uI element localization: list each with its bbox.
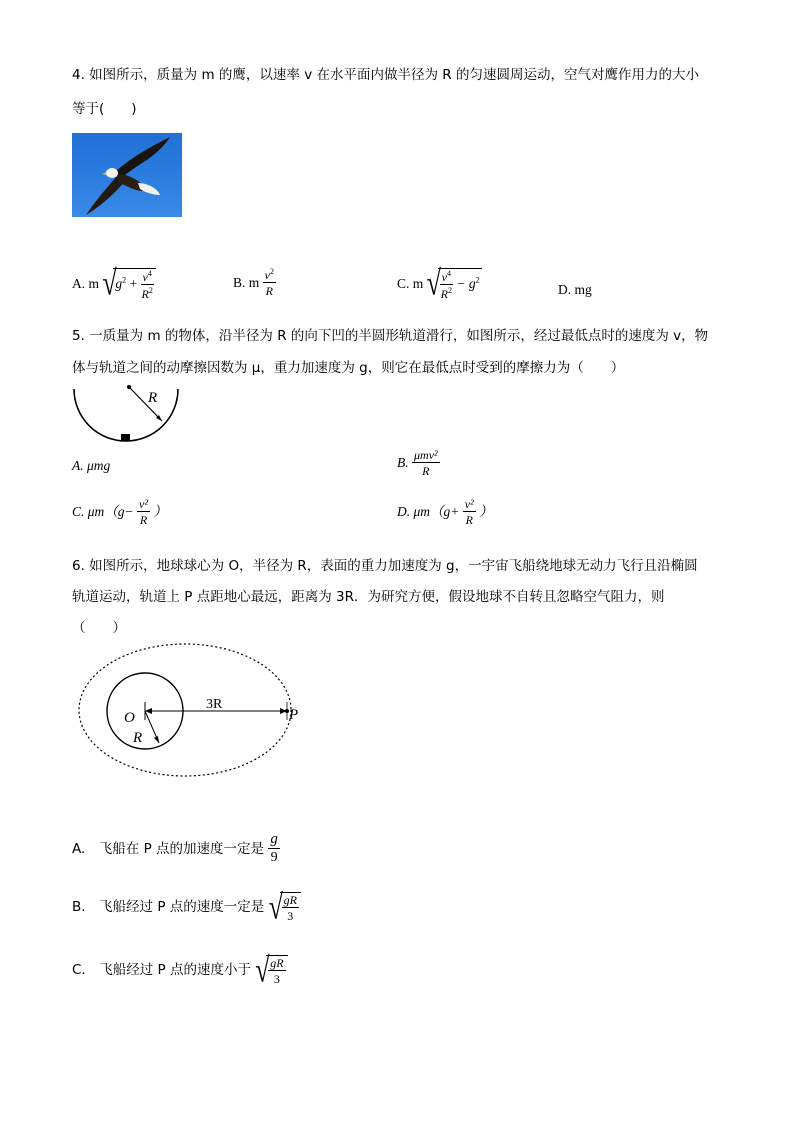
q6-option-b-sqrt: √ $\frac{gR}{3}$ — [269, 892, 301, 922]
q4-option-b: B. m $\frac{v^2}{R}$ — [233, 267, 274, 298]
q4-option-b-den: R — [265, 284, 273, 298]
q5-text-line2: 体与轨道之间的动摩擦因数为 μ，重力加速度为 g，则它在最低点时受到的摩擦力为（ ） — [72, 360, 625, 376]
q4-option-c-sqrt: √ $\frac{v^4}{R^2}$ − $g^2$ — [426, 263, 480, 303]
q4-text-line2: 等于( ) — [72, 101, 137, 117]
q5-option-b-label: B. — [397, 455, 409, 470]
q4-option-a-sqrt: √ $g^2$ + $\frac{v^4}{R^2}$ — [102, 268, 155, 300]
q4-option-d: D. mg — [558, 282, 592, 297]
eagle-photo — [72, 133, 182, 217]
q4-option-a-num: v — [142, 270, 148, 284]
q6-option-b-den: 3 — [287, 909, 294, 923]
q4-option-a-g: g — [115, 276, 123, 292]
q4-option-a-den: R — [141, 287, 149, 301]
q6-option-b — [72, 887, 301, 936]
q5-option-c-den: R — [139, 513, 148, 527]
q5-option-b-num: μmv² — [414, 448, 438, 462]
q6-option-c-text: C. 飞船经过 P 点的速度小于 — [72, 962, 251, 978]
q6-option-c-sqrt: √ $\frac{gR}{3}$ — [255, 955, 287, 985]
q6-option-a-text: A. 飞船在 P 点的加速度一定是 — [72, 840, 265, 857]
label-o: O — [124, 710, 135, 726]
q4-option-a-plus: + — [129, 276, 138, 292]
q6-option-b-text: B. 飞船经过 P 点的速度一定是 — [72, 899, 265, 915]
q5-option-d-den: R — [465, 513, 473, 527]
block-object — [121, 434, 130, 441]
q4-option-c-label: C. m — [397, 276, 424, 291]
diagram-r-label: R — [148, 390, 158, 406]
q6-option-c-num: gR — [270, 956, 284, 970]
q5-option-c-label: C. μm（g− — [72, 504, 134, 519]
q6-option-a-den: 9 — [270, 850, 278, 865]
q6-option-c-den: 3 — [273, 972, 280, 986]
q4-option-b-label: B. m — [233, 274, 260, 290]
q6-option-a — [72, 832, 280, 872]
q4-option-a-label: A. m — [72, 276, 99, 291]
q4-option-c-den: R — [440, 287, 448, 301]
label-r: R — [133, 730, 143, 746]
track-arc — [74, 389, 178, 441]
q5-option-c — [72, 498, 167, 538]
earth-radius-arrow — [154, 736, 159, 743]
label-3r: 3R — [206, 697, 223, 712]
q4-option-c — [397, 263, 482, 312]
semicircle-track-diagram — [70, 381, 182, 443]
q5-option-b-den: R — [422, 464, 430, 478]
q4-option-a — [72, 263, 156, 312]
q5-option-c-close: ） — [153, 504, 167, 519]
label-p: P — [289, 707, 299, 723]
q5-option-d-close: ） — [479, 504, 493, 519]
q5-option-d — [397, 498, 493, 538]
q4-option-c-num: v — [441, 270, 447, 284]
q5-text-line1: 5. 一质量为 m 的物体，沿半径为 R 的向下凹的半圆形轨道滑行，如图所示，经过最低点时的速度为 v，物 — [72, 328, 709, 344]
q6-text-line2: 轨道运动，轨道上 P 点距地心最远，距离为 3R．为研究方便，假设地球不自转且忽略空气阻力，则 — [72, 589, 665, 605]
elliptical-orbit — [79, 644, 291, 776]
q5-option-a: A. μmg — [72, 458, 111, 473]
q6-option-c — [72, 950, 288, 999]
q4-option-c-minus: − g — [456, 276, 476, 292]
q5-option-b — [397, 449, 440, 485]
q6-text-line3: （ ） — [72, 620, 126, 636]
orbit-diagram — [75, 640, 305, 782]
q6-option-a-num: g — [270, 831, 278, 847]
q6-text-line1: 6. 如图所示，地球球心为 O，半径为 R，表面的重力加速度为 g，一宇宙飞船绕地球无动力飞行且沿椭圆 — [72, 558, 698, 574]
q5-option-c-num: v² — [139, 497, 148, 511]
q6-option-b-num: gR — [283, 893, 297, 907]
q5-option-d-label: D. μm（g+ — [397, 504, 460, 519]
q5-option-d-num: v² — [464, 497, 474, 511]
q4-text-line1: 4. 如图所示，质量为 m 的鹰，以速率 v 在水平面内做半径为 R 的匀速圆周运动，空气对鹰作用力的大小 — [72, 67, 699, 83]
q4-option-b-num: v — [264, 268, 270, 282]
